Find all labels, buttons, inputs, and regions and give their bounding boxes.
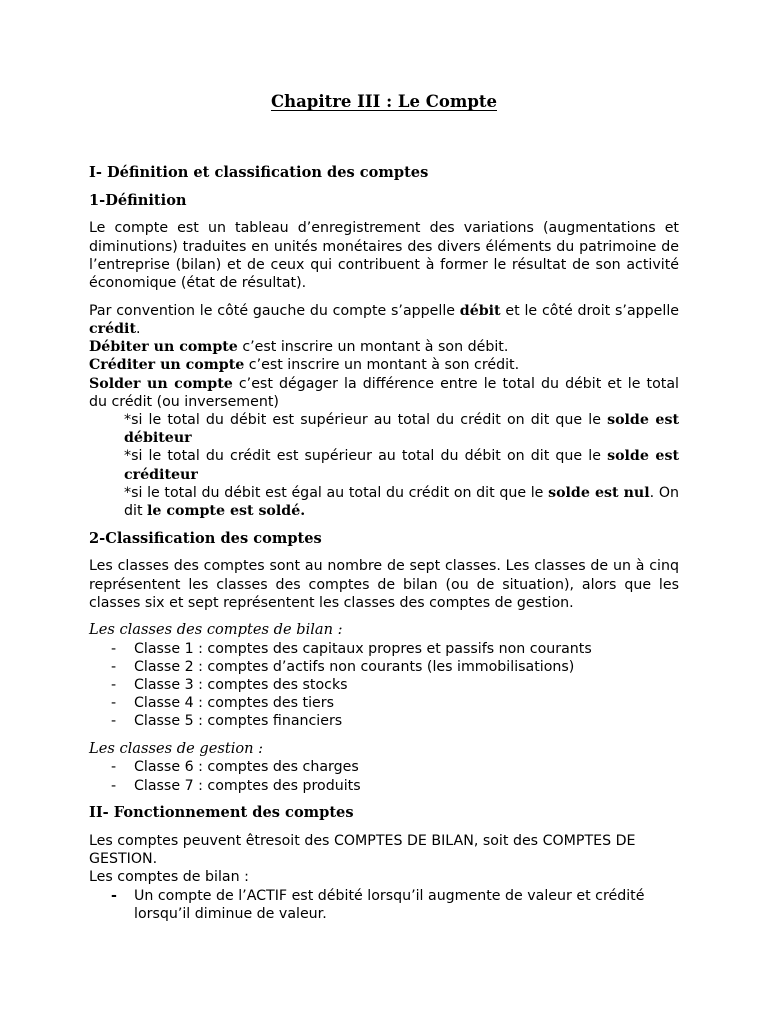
gestion-classes-label: Les classes de gestion : bbox=[89, 740, 264, 758]
section-heading-definition-classification: I- Définition et classification des comptes bbox=[89, 164, 429, 181]
bilan-classes-label: Les classes des comptes de bilan : bbox=[89, 621, 343, 639]
classification-paragraph: Les classes des comptes sont au nombre de sept classes. Les classes de un à cinq représentent les classes des comptes de bilan (ou de situation), alors que les classes six et sept représentent les classes des comptes de gestion. bbox=[89, 558, 679, 611]
list-item bbox=[89, 777, 679, 795]
list-item bbox=[89, 887, 679, 923]
convention-text-3: . bbox=[136, 320, 141, 337]
subsection-heading-definition: 1-Définition bbox=[89, 191, 187, 209]
list-item bbox=[89, 676, 679, 694]
list-marker: - bbox=[111, 777, 117, 794]
list-marker: - bbox=[111, 759, 117, 776]
document-body bbox=[89, 164, 679, 923]
bilan-classes-list bbox=[89, 640, 679, 731]
list-item bbox=[89, 758, 679, 776]
convention-text-1: Par convention le côté gauche du compte s’appelle bbox=[89, 302, 460, 319]
term-debit: débit bbox=[459, 302, 501, 319]
list-item-text: Classe 5 : comptes financiers bbox=[134, 713, 343, 730]
convention-text-2: et le côté droit s’appelle bbox=[500, 302, 679, 319]
solder-line bbox=[89, 375, 679, 411]
list-item-text: Classe 2 : comptes d’actifs non courants (les immobilisations) bbox=[134, 658, 575, 675]
list-item bbox=[89, 712, 679, 730]
case-debiteur-text: *si le total du débit est supérieur au total du crédit on dit que le bbox=[124, 411, 608, 428]
term-solde-nul: solde est nul bbox=[548, 484, 650, 501]
term-solde-crediteur: solde est créditeur bbox=[124, 448, 680, 483]
list-item bbox=[89, 658, 679, 676]
actif-rule-text: Un compte de l’ACTIF est débité lorsqu’il augmente de valeur et crédité lorsqu’il diminue de valeur. bbox=[134, 887, 645, 922]
fonctionnement-paragraph: Les comptes peuvent êtresoit des COMPTES DE BILAN, soit des COMPTES DE GESTION. bbox=[89, 833, 636, 868]
term-solder: Solder un compte bbox=[89, 375, 233, 392]
section-heading-fonctionnement: II- Fonctionnement des comptes bbox=[89, 804, 354, 822]
comptes-bilan-label: Les comptes de bilan : bbox=[89, 869, 249, 886]
term-credit: crédit bbox=[89, 320, 137, 337]
list-marker: - bbox=[111, 640, 117, 657]
debiter-text: c’est inscrire un montant à son débit. bbox=[237, 339, 509, 356]
case-crediteur bbox=[89, 447, 679, 483]
case-nul-text: *si le total du débit est égal au total du crédit on dit que le bbox=[124, 484, 549, 501]
debiter-line bbox=[89, 338, 679, 356]
list-item bbox=[89, 640, 679, 658]
case-nul bbox=[89, 484, 679, 520]
list-marker: - bbox=[111, 713, 117, 730]
term-solde-debiteur: solde est débiteur bbox=[124, 411, 680, 447]
list-item bbox=[89, 694, 679, 712]
chapter-title: Chapitre III : Le Compte bbox=[270, 92, 497, 111]
term-debiter: Débiter un compte bbox=[89, 339, 238, 356]
subsection-heading-classification: 2-Classification des comptes bbox=[89, 529, 322, 547]
list-marker: - bbox=[111, 887, 117, 904]
crediter-line bbox=[89, 356, 679, 374]
term-crediter: Créditer un compte bbox=[89, 357, 245, 374]
list-marker: - bbox=[111, 695, 117, 712]
actif-rule-list bbox=[89, 887, 679, 923]
list-item-text: Classe 6 : comptes des charges bbox=[134, 759, 359, 776]
list-item-text: Classe 4 : comptes des tiers bbox=[134, 695, 334, 712]
list-marker: - bbox=[111, 658, 117, 675]
case-nul-text-2: . On dit bbox=[124, 484, 679, 519]
gestion-classes-list bbox=[89, 758, 679, 794]
definition-paragraph: Le compte est un tableau d’enregistrement des variations (augmentations et diminutions) traduites en unités monétaires des divers éléments du patrimoine de l’entreprise (bilan) et de ceux qui contribuent à former le résultat de son activité économique (état de résultat). bbox=[89, 220, 679, 292]
list-marker: - bbox=[111, 677, 117, 694]
crediter-text: c’est inscrire un montant à son crédit. bbox=[244, 357, 520, 374]
list-item-text: Classe 1 : comptes des capitaux propres et passifs non courants bbox=[134, 640, 592, 657]
term-compte-solde: le compte est soldé. bbox=[147, 502, 306, 519]
case-crediteur-text: *si le total du crédit est supérieur au total du débit on dit que le bbox=[124, 448, 608, 465]
list-item-text: Classe 7 : comptes des produits bbox=[134, 777, 361, 794]
list-item-text: Classe 3 : comptes des stocks bbox=[134, 677, 348, 694]
case-debiteur bbox=[89, 411, 679, 447]
solder-text: c’est dégager la différence entre le total du débit et le total du crédit (ou inversement) bbox=[89, 375, 679, 410]
convention-paragraph bbox=[89, 302, 679, 338]
